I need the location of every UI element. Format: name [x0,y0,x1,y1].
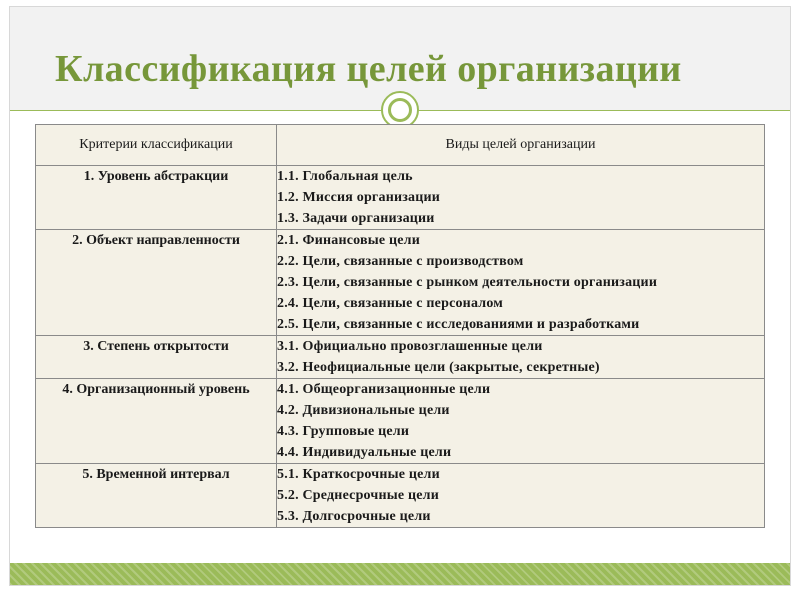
goal-item: 2.4. Цели, связанные с персоналом [277,296,503,311]
table-header-row [36,125,765,166]
slide-title: Классификация целей организации [55,48,682,90]
table-row [36,166,765,230]
table-row [36,230,765,336]
criterion-cell: 4. Организационный уровень [36,379,277,464]
table-row [36,336,765,379]
criterion-cell: 3. Степень открытости [36,336,277,379]
goal-item: 1.1. Глобальная цель [277,169,413,184]
bottom-accent-band [10,563,790,585]
criterion-cell: 1. Уровень абстракции [36,166,277,230]
goal-item: 4.3. Групповые цели [277,424,410,439]
criterion-cell: 2. Объект направленности [36,230,277,336]
goal-item: 5.1. Краткосрочные цели [277,467,440,482]
header-criteria: Критерии классификации [36,125,277,166]
criterion-cell: 5. Временной интервал [36,464,277,528]
goal-item: 1.3. Задачи организации [277,211,435,226]
goal-item: 5.2. Среднесрочные цели [277,488,440,503]
goal-item: 3.2. Неофициальные цели (закрытые, секретные) [277,360,600,375]
goal-item: 4.2. Дивизиональные цели [277,403,450,418]
goal-item: 1.2. Миссия организации [277,190,441,205]
goals-cell [277,166,765,230]
header-goal-types: Виды целей организации [277,125,765,166]
goals-cell [277,464,765,528]
goals-cell [277,379,765,464]
goal-item: 4.4. Индивидуальные цели [277,445,452,460]
goal-item: 2.1. Финансовые цели [277,233,420,248]
table-row [36,379,765,464]
circle-ornament-inner [388,98,412,122]
goals-cell [277,230,765,336]
goal-item: 4.1. Общеорганизационные цели [277,382,491,397]
table-row [36,464,765,528]
goal-item: 2.5. Цели, связанные с исследованиями и разработками [277,317,640,332]
classification-table [35,124,765,528]
goal-item: 2.2. Цели, связанные с производством [277,254,524,269]
goal-item: 2.3. Цели, связанные с рынком деятельности организации [277,275,658,290]
goals-cell [277,336,765,379]
goal-item: 5.3. Долгосрочные цели [277,509,431,524]
goal-item: 3.1. Официально провозглашенные цели [277,339,543,354]
